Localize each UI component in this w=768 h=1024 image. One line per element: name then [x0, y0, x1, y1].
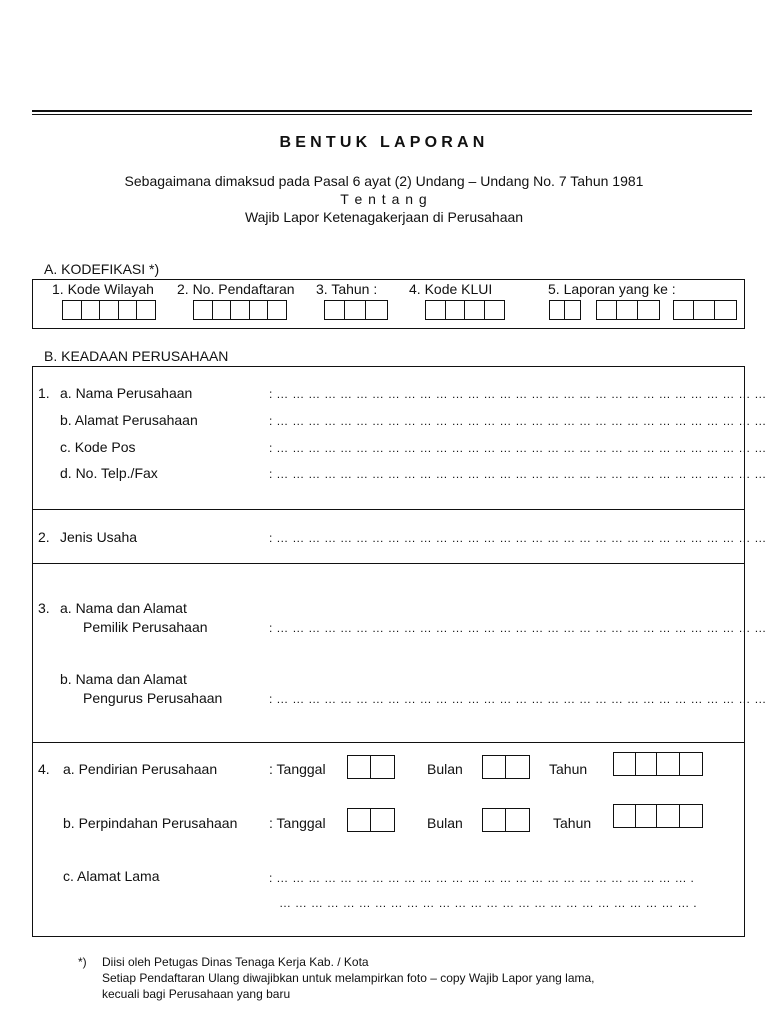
item-4-number: 4.: [38, 761, 50, 777]
section-b-heading: B. KEADAAN PERUSAHAAN: [44, 348, 229, 364]
perpindahan-bulan-label: Bulan: [427, 815, 463, 831]
kode-klui-label: 4. Kode KLUI: [409, 281, 493, 297]
pemilik-field[interactable]: : … … … … … … … … … … … … … … … … … … … … … … … … … … … … … … …: [269, 621, 767, 635]
footnote-line-3: kecuali bagi Perusahaan yang baru: [102, 987, 291, 1001]
cell[interactable]: [614, 805, 636, 827]
footnote-line-1: Diisi oleh Petugas Dinas Tenaga Kerja Kab. / Kota: [102, 955, 369, 969]
cell[interactable]: [250, 301, 269, 319]
laporan-ke-label: 5. Laporan yang ke :: [548, 281, 676, 297]
cell[interactable]: [371, 756, 394, 778]
cell[interactable]: [597, 301, 617, 319]
cell[interactable]: [550, 301, 565, 319]
pendirian-tanggal-cells[interactable]: [347, 755, 395, 779]
laporan-ke-cells-3[interactable]: [673, 300, 737, 320]
cell[interactable]: [348, 756, 371, 778]
telp-fax-label: d. No. Telp./Fax: [60, 465, 158, 481]
jenis-usaha-label: Jenis Usaha: [60, 529, 138, 545]
cell[interactable]: [213, 301, 232, 319]
top-rule-2: [32, 114, 752, 115]
laporan-ke-cells-1[interactable]: [549, 300, 581, 320]
pendirian-tahun-label: Tahun: [549, 761, 588, 777]
cell[interactable]: [348, 809, 371, 831]
cell[interactable]: [674, 301, 694, 319]
cell[interactable]: [617, 301, 637, 319]
cell[interactable]: [231, 301, 250, 319]
cell[interactable]: [565, 301, 580, 319]
page-title: BENTUK LAPORAN: [279, 134, 489, 151]
perpindahan-tanggal-label: : Tanggal: [269, 815, 326, 831]
cell[interactable]: [506, 809, 529, 831]
kode-pos-field[interactable]: : … … … … … … … … … … … … … … … … … … … … … … … … … … … … … … …: [269, 441, 767, 455]
item-3-number: 3.: [38, 600, 50, 616]
kode-pos-label: c. Kode Pos: [60, 439, 136, 455]
kode-klui-cells[interactable]: [425, 300, 505, 320]
subtitle-line-2: T e n t a n g: [340, 191, 428, 207]
cell[interactable]: [100, 301, 119, 319]
cell[interactable]: [483, 756, 506, 778]
item-2-number: 2.: [38, 529, 50, 545]
cell[interactable]: [636, 753, 658, 775]
cell[interactable]: [636, 805, 658, 827]
pemilik-label-1: a. Nama dan Alamat: [60, 600, 187, 616]
footnote-line-2: Setiap Pendaftaran Ulang diwajibkan untuk melampirkan foto – copy Wajib Lapor yang lama,: [102, 971, 595, 985]
divider-3: [32, 742, 745, 743]
no-pendaftaran-label: 2. No. Pendaftaran: [177, 281, 295, 297]
cell[interactable]: [485, 301, 504, 319]
pendirian-tahun-cells[interactable]: [613, 752, 703, 776]
pendirian-bulan-label: Bulan: [427, 761, 463, 777]
alamat-lama-label: c. Alamat Lama: [63, 868, 160, 884]
cell[interactable]: [680, 805, 702, 827]
perpindahan-bulan-cells[interactable]: [482, 808, 530, 832]
cell[interactable]: [694, 301, 714, 319]
cell[interactable]: [137, 301, 155, 319]
alamat-lama-field-2[interactable]: … … … … … … … … … … … … … … … … … … … … … … … … … … .: [279, 896, 697, 910]
jenis-usaha-field[interactable]: : … … … … … … … … … … … … … … … … … … … … … … … … … … … … … … …: [269, 531, 767, 545]
pendirian-tanggal-label: : Tanggal: [269, 761, 326, 777]
cell[interactable]: [483, 809, 506, 831]
telp-fax-field[interactable]: : … … … … … … … … … … … … … … … … … … … … … … … … … … … … … … …: [269, 467, 767, 481]
cell[interactable]: [638, 301, 659, 319]
perpindahan-tahun-label: Tahun: [553, 815, 592, 831]
cell[interactable]: [680, 753, 702, 775]
cell[interactable]: [366, 301, 387, 319]
nama-perusahaan-field[interactable]: : … … … … … … … … … … … … … … … … … … … … … … … … … … … … … … …: [269, 387, 767, 401]
cell[interactable]: [657, 805, 680, 827]
pemilik-label-2: Pemilik Perusahaan: [83, 619, 208, 635]
top-rule-1: [32, 110, 752, 112]
divider-2: [32, 563, 745, 564]
nama-perusahaan-label: a. Nama Perusahaan: [60, 385, 193, 401]
alamat-lama-field-1[interactable]: : … … … … … … … … … … … … … … … … … … … … … … … … … … .: [269, 871, 695, 885]
cell[interactable]: [506, 756, 529, 778]
alamat-perusahaan-label: b. Alamat Perusahaan: [60, 412, 198, 428]
cell[interactable]: [119, 301, 138, 319]
cell[interactable]: [371, 809, 394, 831]
pengurus-label-1: b. Nama dan Alamat: [60, 671, 187, 687]
perpindahan-tahun-cells[interactable]: [613, 804, 703, 828]
kode-wilayah-cells[interactable]: [62, 300, 156, 320]
tahun-label: 3. Tahun :: [316, 281, 378, 297]
divider-1: [32, 509, 745, 510]
no-pendaftaran-cells[interactable]: [193, 300, 287, 320]
section-a-heading: A. KODEFIKASI *): [44, 261, 160, 277]
cell[interactable]: [657, 753, 680, 775]
alamat-perusahaan-field[interactable]: : … … … … … … … … … … … … … … … … … … … … … … … … … … … … … … …: [269, 414, 767, 428]
cell[interactable]: [715, 301, 736, 319]
cell[interactable]: [345, 301, 365, 319]
cell[interactable]: [194, 301, 213, 319]
footnote-marker: *): [78, 955, 87, 969]
kode-wilayah-label: 1. Kode Wilayah: [52, 281, 154, 297]
pendirian-bulan-cells[interactable]: [482, 755, 530, 779]
tahun-cells[interactable]: [324, 300, 388, 320]
cell[interactable]: [268, 301, 286, 319]
item-1-number: 1.: [38, 385, 50, 401]
perpindahan-tanggal-cells[interactable]: [347, 808, 395, 832]
perpindahan-label: b. Perpindahan Perusahaan: [63, 815, 238, 831]
cell[interactable]: [325, 301, 345, 319]
cell[interactable]: [426, 301, 446, 319]
cell[interactable]: [82, 301, 101, 319]
subtitle-line-3: Wajib Lapor Ketenagakerjaan di Perusahaan: [244, 209, 524, 225]
cell[interactable]: [446, 301, 466, 319]
pendirian-label: a. Pendirian Perusahaan: [63, 761, 218, 777]
laporan-ke-cells-2[interactable]: [596, 300, 660, 320]
cell[interactable]: [465, 301, 485, 319]
cell[interactable]: [63, 301, 82, 319]
pengurus-field[interactable]: : … … … … … … … … … … … … … … … … … … … … … … … … … … … … … … …: [269, 692, 767, 706]
cell[interactable]: [614, 753, 636, 775]
subtitle-line-1: Sebagaimana dimaksud pada Pasal 6 ayat (2) Undang – Undang No. 7 Tahun 1981: [124, 173, 644, 189]
pengurus-label-2: Pengurus Perusahaan: [83, 690, 223, 706]
